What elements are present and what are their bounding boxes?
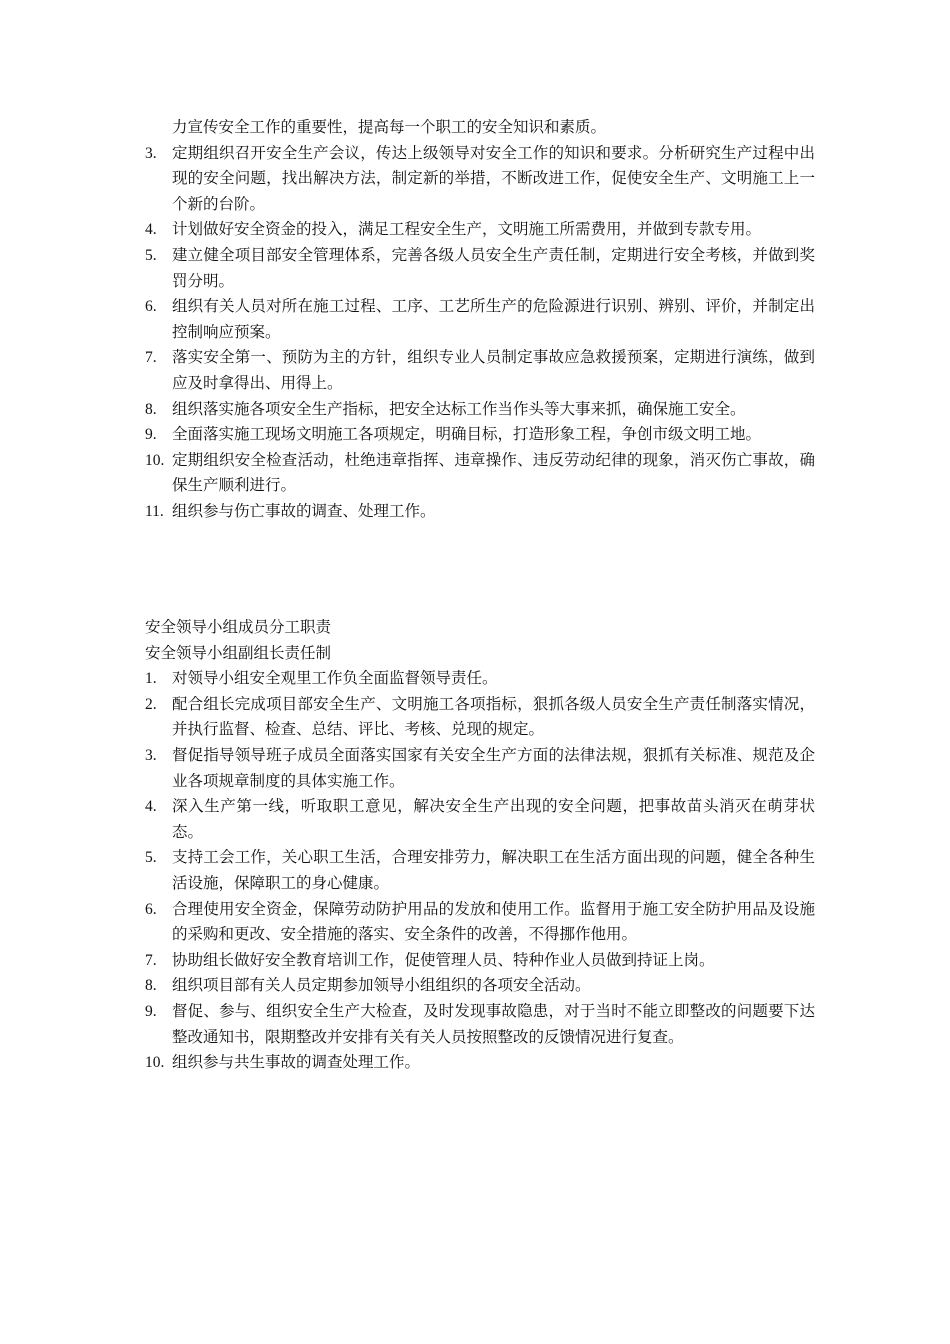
list-item bbox=[145, 948, 815, 974]
list-number: 2. bbox=[145, 695, 157, 713]
list-item-text: 定期组织安全检查活动，杜绝违章指挥、违章操作、违反劳动纪律的现象，消灭伤亡事故，确保生产顺利进行。 bbox=[172, 450, 815, 495]
list-item-text: 组织落实施各项安全生产指标，把安全达标工作当作头等大事来抓，确保施工安全。 bbox=[172, 399, 746, 418]
list-item-text: 定期组织召开安全生产会议，传达上级领导对安全工作的知识和要求。分析研究生产过程中出现的安全问题，找出解决方法，制定新的举措，不断改进工作，促使安全生产、文明施工上一个新的台阶。 bbox=[172, 143, 815, 213]
list-item bbox=[145, 794, 815, 845]
continuation-line: 力宣传安全工作的重要性，提高每一个职工的安全知识和素质。 bbox=[172, 118, 607, 136]
list-item bbox=[145, 499, 815, 525]
list-number: 9. bbox=[145, 426, 157, 444]
list-number: 3. bbox=[145, 746, 157, 764]
list-number: 1. bbox=[145, 670, 157, 688]
vice-leader-responsibilities bbox=[145, 615, 815, 1076]
list-item-text: 合理使用安全资金，保障劳动防护用品的发放和使用工作。监督用于施工安全防护用品及设施的采购和更改、安全措施的落实、安全条件的改善，不得挪作他用。 bbox=[172, 899, 815, 944]
list-number: 6. bbox=[145, 298, 157, 316]
list-item-text: 计划做好安全资金的投入，满足工程安全生产，文明施工所需费用，并做到专款专用。 bbox=[172, 220, 762, 239]
list-number: 8. bbox=[145, 400, 157, 418]
list-item-text: 组织参与共生事故的调查处理工作。 bbox=[172, 1053, 421, 1072]
list-item-text: 建立健全项目部安全管理体系，完善各级人员安全生产责任制，定期进行安全考核，并做到奖罚分明。 bbox=[172, 245, 815, 290]
list-item-text: 支持工会工作，关心职工生活，合理安排劳力，解决职工在生活方面出现的问题，健全各种生活设施，保障职工的身心健康。 bbox=[172, 848, 815, 892]
list-item bbox=[145, 345, 815, 396]
list-item bbox=[145, 845, 815, 896]
list-number: 5. bbox=[145, 246, 157, 264]
list-number: 5. bbox=[145, 849, 157, 867]
list-number: 10. bbox=[145, 451, 165, 469]
list-item bbox=[145, 448, 815, 499]
list-item-text: 深入生产第一线，听取职工意见，解决安全生产出现的安全问题，把事故苗头消灭在萌芽状态。 bbox=[172, 797, 815, 841]
list-number: 8. bbox=[145, 977, 157, 995]
list-item bbox=[145, 999, 815, 1050]
list-item-text: 全面落实施工现场文明施工各项规定，明确目标，打造形象工程，争创市级文明工地。 bbox=[172, 425, 762, 444]
list-number: 7. bbox=[145, 349, 157, 367]
list-item bbox=[145, 666, 815, 692]
list-item bbox=[145, 897, 815, 948]
list-number: 7. bbox=[145, 951, 157, 969]
list-item-text: 落实安全第一、预防为主的方针，组织专业人员制定事故应急救援预案，定期进行演练，做到应及时拿得出、用得上。 bbox=[172, 348, 815, 392]
section-heading: 安全领导小组成员分工职责 bbox=[145, 618, 332, 636]
list-item bbox=[145, 294, 815, 345]
list-item-text: 配合组长完成项目部安全生产、文明施工各项指标，狠抓各级人员安全生产责任制落实情况，并执行监督、检查、总结、评比、考核、兑现的规定。 bbox=[172, 694, 815, 739]
list-item-text: 组织有关人员对所在施工过程、工序、工艺所生产的危险源进行识别、辨别、评价，并制定出控制响应预案。 bbox=[172, 297, 815, 341]
responsibility-list-continued bbox=[145, 115, 815, 525]
list-number: 4. bbox=[145, 798, 157, 816]
list-item-text: 督促、参与、组织安全生产大检查，及时发现事故隐患，对于当时不能立即整改的问题要下达整改通知书，限期整改并安排有关有关人员按照整改的反馈情况进行复查。 bbox=[172, 1001, 815, 1046]
list-item-text: 协助组长做好安全教育培训工作，促使管理人员、特种作业人员做到持证上岗。 bbox=[172, 950, 715, 969]
list-number: 9. bbox=[145, 1002, 157, 1020]
list-item bbox=[145, 1050, 815, 1076]
list-item-text: 组织参与伤亡事故的调查、处理工作。 bbox=[172, 501, 436, 520]
list-item bbox=[145, 743, 815, 794]
list-item bbox=[145, 422, 815, 448]
list-item-text: 督促指导领导班子成员全面落实国家有关安全生产方面的法律法规，狠抓有关标准、规范及企业各项规章制度的具体实施工作。 bbox=[172, 745, 815, 790]
list-item bbox=[145, 973, 815, 999]
list-item-text: 组织项目部有关人员定期参加领导小组组织的各项安全活动。 bbox=[172, 976, 591, 995]
list-item bbox=[145, 243, 815, 294]
list-item bbox=[145, 217, 815, 243]
list-number: 10. bbox=[145, 1054, 165, 1072]
list-number: 6. bbox=[145, 900, 157, 918]
list-item-text: 对领导小组安全观里工作负全面监督领导责任。 bbox=[172, 669, 498, 688]
section-subheading: 安全领导小组副组长责任制 bbox=[145, 643, 332, 662]
list-item bbox=[145, 397, 815, 423]
list-item bbox=[145, 692, 815, 743]
list-number: 11. bbox=[145, 502, 164, 520]
list-number: 3. bbox=[145, 144, 157, 162]
list-item bbox=[145, 141, 815, 218]
list-number: 4. bbox=[145, 221, 157, 239]
